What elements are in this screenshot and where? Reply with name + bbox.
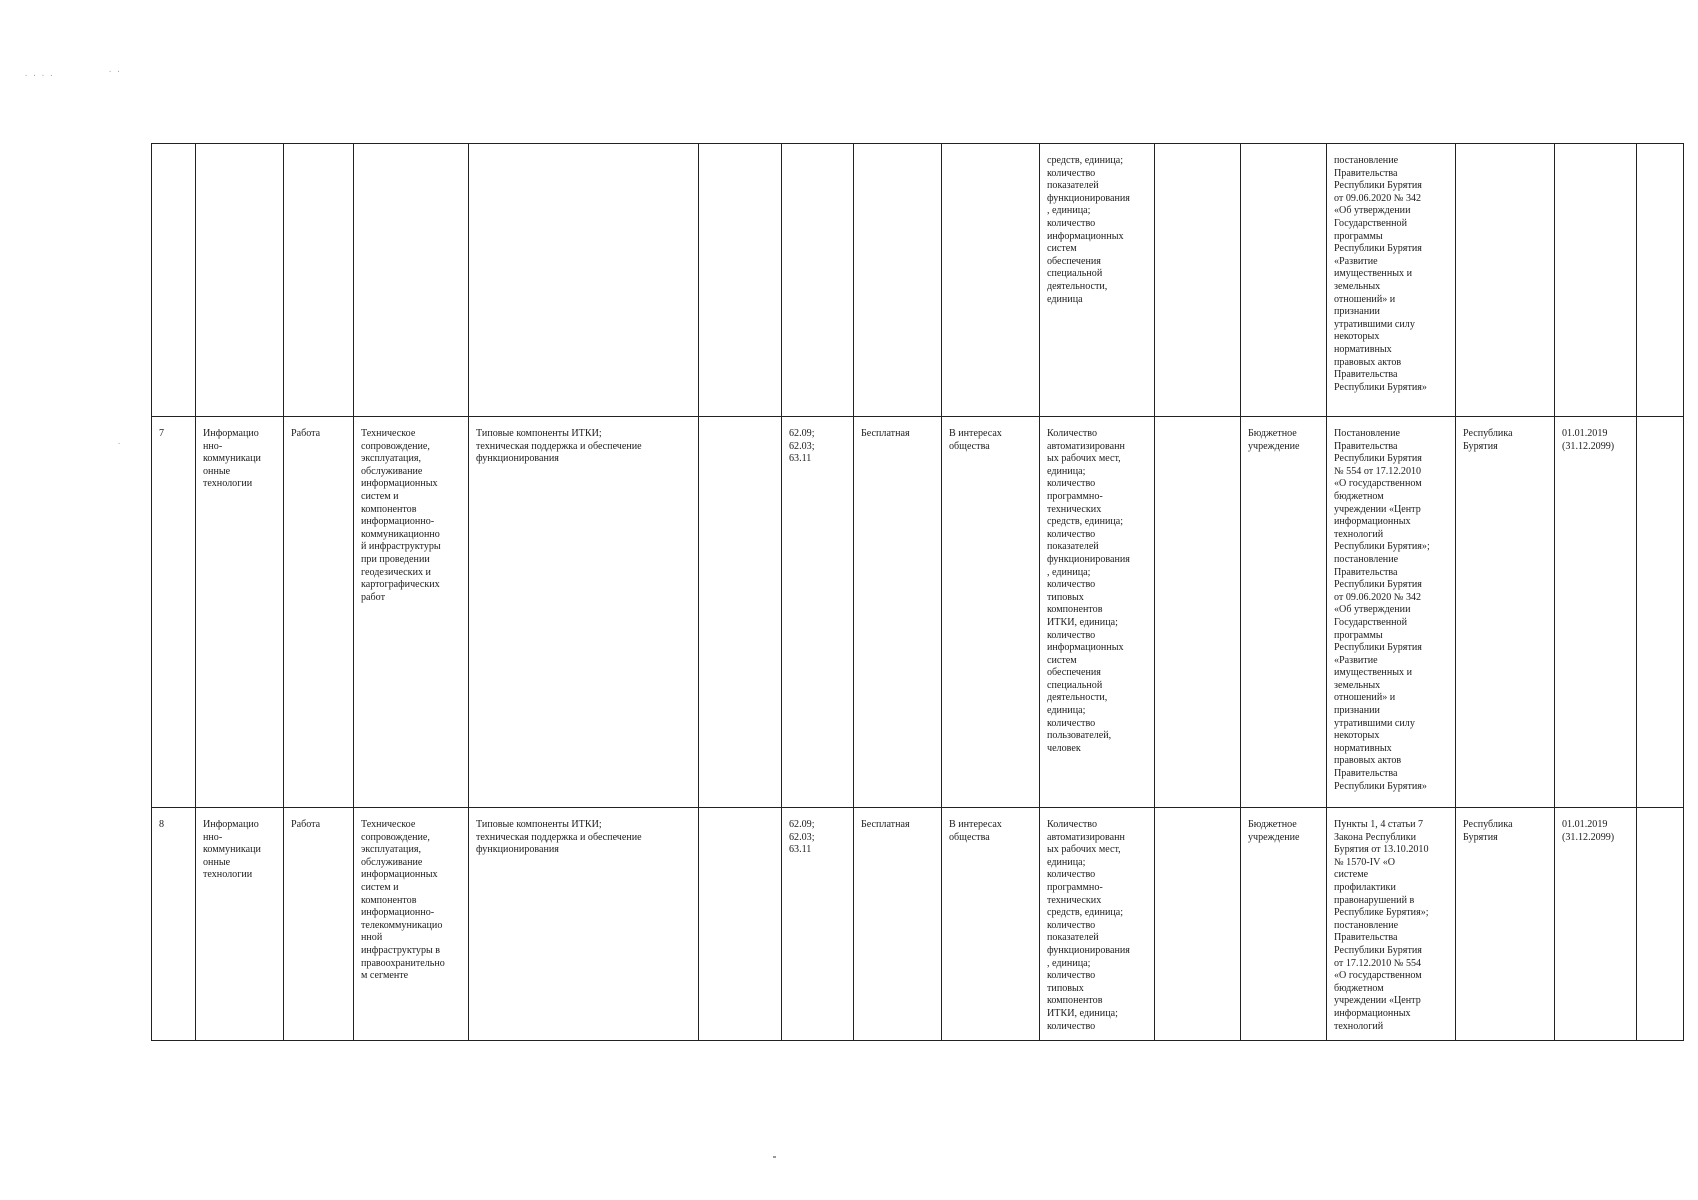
cell-empty [1155, 417, 1241, 808]
registry-table [151, 143, 1684, 1041]
cell-sphere: Информацио нно- коммуникаци онные технологии [196, 808, 284, 1041]
table-body [152, 144, 1684, 1041]
cell-content: Типовые компоненты ИТКИ; техническая поддержка и обеспечение функционирования [469, 417, 699, 808]
table-row [152, 417, 1684, 808]
cell-dates: 01.01.2019 (31.12.2099) [1555, 808, 1637, 1041]
cell-empty [1637, 417, 1684, 808]
cell-work-name: Техническое сопровождение, эксплуатация, обслуживание информационных систем и компонентов информационно- коммуникационно й инфраструктуры при проведении геодезических и картографических работ [354, 417, 469, 808]
cell-empty [1155, 808, 1241, 1041]
cell-region: Республика Бурятия [1456, 808, 1555, 1041]
cell-number: 8 [152, 808, 196, 1041]
scan-speck [773, 1156, 776, 1158]
cell-okved: 62.09; 62.03; 63.11 [782, 808, 854, 1041]
cell-consumers: В интересах общества [942, 417, 1040, 808]
cell-okved [782, 144, 854, 417]
cell-region: Республика Бурятия [1456, 417, 1555, 808]
cell-number: 7 [152, 417, 196, 808]
cell-empty [1155, 144, 1241, 417]
cell-type: Работа [284, 808, 354, 1041]
cell-institution-type [1241, 144, 1327, 417]
cell-region [1456, 144, 1555, 417]
cell-legal-basis: постановление Правительства Республики Бурятия от 09.06.2020 № 342 «Об утверждении Государственной программы Республики Бурятия «Развитие имущественных и земельных отношений» и признании утратившими силу некоторых нормативных правовых актов Правительства Республики Бурятия» [1327, 144, 1456, 417]
cell-empty [699, 144, 782, 417]
cell-payment: Бесплатная [854, 808, 942, 1041]
cell-okved: 62.09; 62.03; 63.11 [782, 417, 854, 808]
cell-consumers: В интересах общества [942, 808, 1040, 1041]
cell-type [284, 144, 354, 417]
cell-work-name [354, 144, 469, 417]
cell-type: Работа [284, 417, 354, 808]
cell-institution-type: Бюджетное учреждение [1241, 417, 1327, 808]
scan-speck: · · · · [24, 72, 54, 80]
cell-dates [1555, 144, 1637, 417]
cell-indicators: Количество автоматизированн ых рабочих мест, единица; количество программно- технических средств, единица; количество показателей функционирования , единица; количество типовых компонентов ИТКИ, единица; количество [1040, 808, 1155, 1041]
cell-payment: Бесплатная [854, 417, 942, 808]
cell-content [469, 144, 699, 417]
cell-consumers [942, 144, 1040, 417]
cell-content: Типовые компоненты ИТКИ; техническая поддержка и обеспечение функционирования [469, 808, 699, 1041]
scan-speck: · · [108, 68, 121, 76]
cell-payment [854, 144, 942, 417]
cell-empty [699, 808, 782, 1041]
scan-speck: · [117, 440, 122, 448]
cell-sphere: Информацио нно- коммуникаци онные технологии [196, 417, 284, 808]
table-row [152, 808, 1684, 1041]
cell-legal-basis: Постановление Правительства Республики Бурятия № 554 от 17.12.2010 «О государственном бюджетном учреждении «Центр информационных технологий Республики Бурятия»; постановление Правительства Республики Бурятия от 09.06.2020 № 342 «Об утверждении Государственной программы Республики Бурятия «Развитие имущественных и земельных отношений» и признании утратившими силу некоторых нормативных правовых актов Правительства Республики Бурятия» [1327, 417, 1456, 808]
cell-indicators: Количество автоматизированн ых рабочих мест, единица; количество программно- технических средств, единица; количество показателей функционирования , единица; количество типовых компонентов ИТКИ, единица; количество информационных систем обеспечения специальной деятельности, единица; количество пользователей, человек [1040, 417, 1155, 808]
cell-empty [1637, 808, 1684, 1041]
cell-empty [699, 417, 782, 808]
cell-sphere [196, 144, 284, 417]
table-row [152, 144, 1684, 417]
cell-work-name: Техническое сопровождение, эксплуатация, обслуживание информационных систем и компонентов информационно- телекоммуникацио нной инфраструктуры в правоохранительно м сегменте [354, 808, 469, 1041]
cell-dates: 01.01.2019 (31.12.2099) [1555, 417, 1637, 808]
cell-indicators: средств, единица; количество показателей функционирования , единица; количество информационных систем обеспечения специальной деятельности, единица [1040, 144, 1155, 417]
cell-empty [1637, 144, 1684, 417]
cell-legal-basis: Пункты 1, 4 статьи 7 Закона Республики Бурятия от 13.10.2010 № 1570-IV «О системе профилактики правонарушений в Республике Бурятия»; постановление Правительства Республики Бурятия от 17.12.2010 № 554 «О государственном бюджетном учреждении «Центр информационных технологий [1327, 808, 1456, 1041]
cell-number [152, 144, 196, 417]
cell-institution-type: Бюджетное учреждение [1241, 808, 1327, 1041]
